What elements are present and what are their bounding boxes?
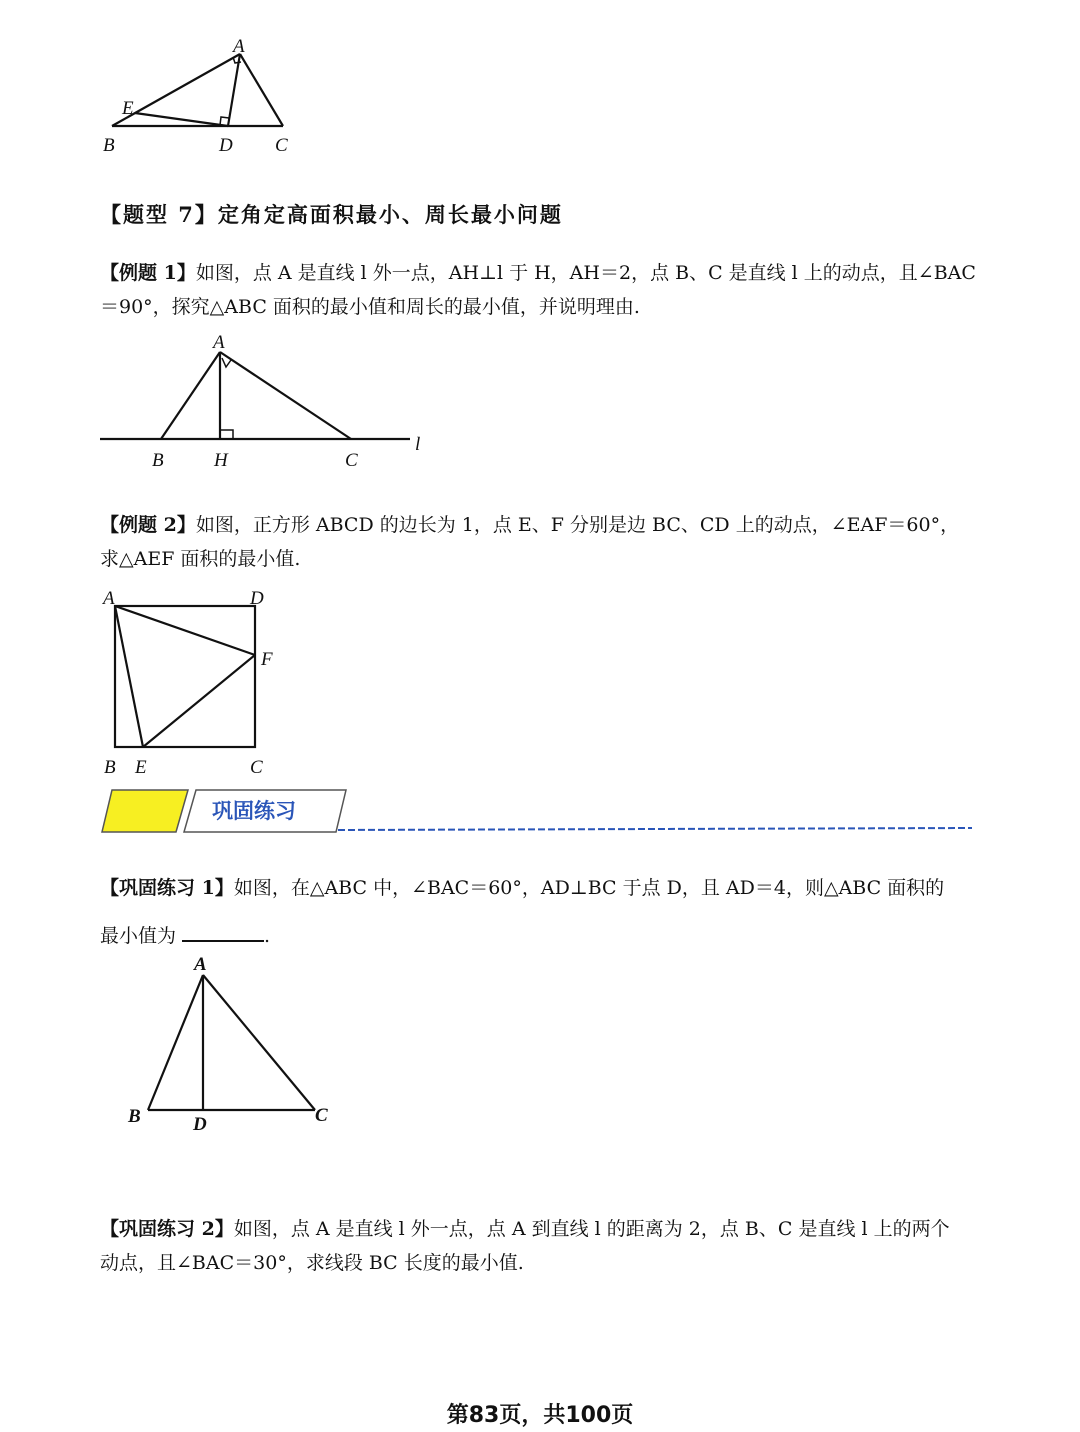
example2-text xyxy=(100,508,959,576)
practice2-text xyxy=(100,1212,950,1280)
ex1-label-A: A xyxy=(213,332,225,353)
example2-tag: 【例题 2】 xyxy=(100,514,196,536)
label-E: E xyxy=(122,98,134,119)
answer-blank[interactable] xyxy=(182,922,264,942)
practice1-tag: 【巩固练习 1】 xyxy=(100,877,234,899)
p1-label-B: B xyxy=(128,1106,141,1127)
practice2-line2: 动点，且∠BAC＝30°，求线段 BC 长度的最小值. xyxy=(100,1252,524,1274)
practice1-text xyxy=(100,864,944,960)
ex2-label-C: C xyxy=(250,757,263,778)
p1-label-D: D xyxy=(193,1114,207,1135)
section-heading: 【题型 7】定角定高面积最小、周长最小问题 xyxy=(100,202,563,227)
practice2-tag: 【巩固练习 2】 xyxy=(100,1218,234,1240)
practice1-line2-prefix: 最小值为 xyxy=(100,925,177,947)
p1-label-A: A xyxy=(194,954,207,975)
example2-line2: 求△AEF 面积的最小值. xyxy=(100,548,301,570)
practice1-line1: 如图，在△ABC 中，∠BAC＝60°，AD⊥BC 于点 D，且 AD＝4，则△ABC 面积的 xyxy=(233,877,945,899)
practice1-figure xyxy=(120,950,350,1140)
example2-line1: 如图，正方形 ABCD 的边长为 1，点 E、F 分别是边 BC、CD 上的动点，∠EAF＝60°， xyxy=(195,514,960,536)
example1-tag: 【例题 1】 xyxy=(100,262,196,284)
ex2-label-F: F xyxy=(261,649,273,670)
p1-label-C: C xyxy=(315,1105,328,1126)
label-A: A xyxy=(233,36,245,57)
figure-top-triangle xyxy=(95,30,325,160)
ex2-label-D: D xyxy=(250,588,264,609)
ex1-label-B: B xyxy=(152,450,164,471)
banner-yellow-block xyxy=(102,790,188,832)
ex1-label-H: H xyxy=(214,450,228,471)
ex2-label-B: B xyxy=(104,757,116,778)
banner-dashed-line xyxy=(338,828,972,830)
practice-banner xyxy=(100,786,980,838)
example2-figure xyxy=(95,585,295,780)
practice2-line1: 如图，点 A 是直线 l 外一点，点 A 到直线 l 的距离为 2，点 B、C 是直线 l 上的两个 xyxy=(233,1218,950,1240)
example1-text xyxy=(100,256,976,324)
ex1-label-C: C xyxy=(345,450,358,471)
page-number: 第83页，共100页 xyxy=(446,1403,634,1428)
ex2-label-A: A xyxy=(103,588,115,609)
example1-figure xyxy=(95,330,435,475)
practice1-line2-suffix: . xyxy=(264,925,271,947)
ex2-label-E: E xyxy=(135,757,147,778)
banner-title: 巩固练习 xyxy=(212,799,296,823)
label-C: C xyxy=(275,135,288,156)
example1-line2: ＝90°，探究△ABC 面积的最小值和周长的最小值，并说明理由. xyxy=(100,296,640,318)
example1-line1: 如图，点 A 是直线 l 外一点，AH⊥l 于 H，AH＝2，点 B、C 是直线 l 上的动点，且∠BAC xyxy=(195,262,976,284)
label-D: D xyxy=(219,135,233,156)
ex1-label-l: l xyxy=(415,434,421,455)
label-B: B xyxy=(103,135,115,156)
